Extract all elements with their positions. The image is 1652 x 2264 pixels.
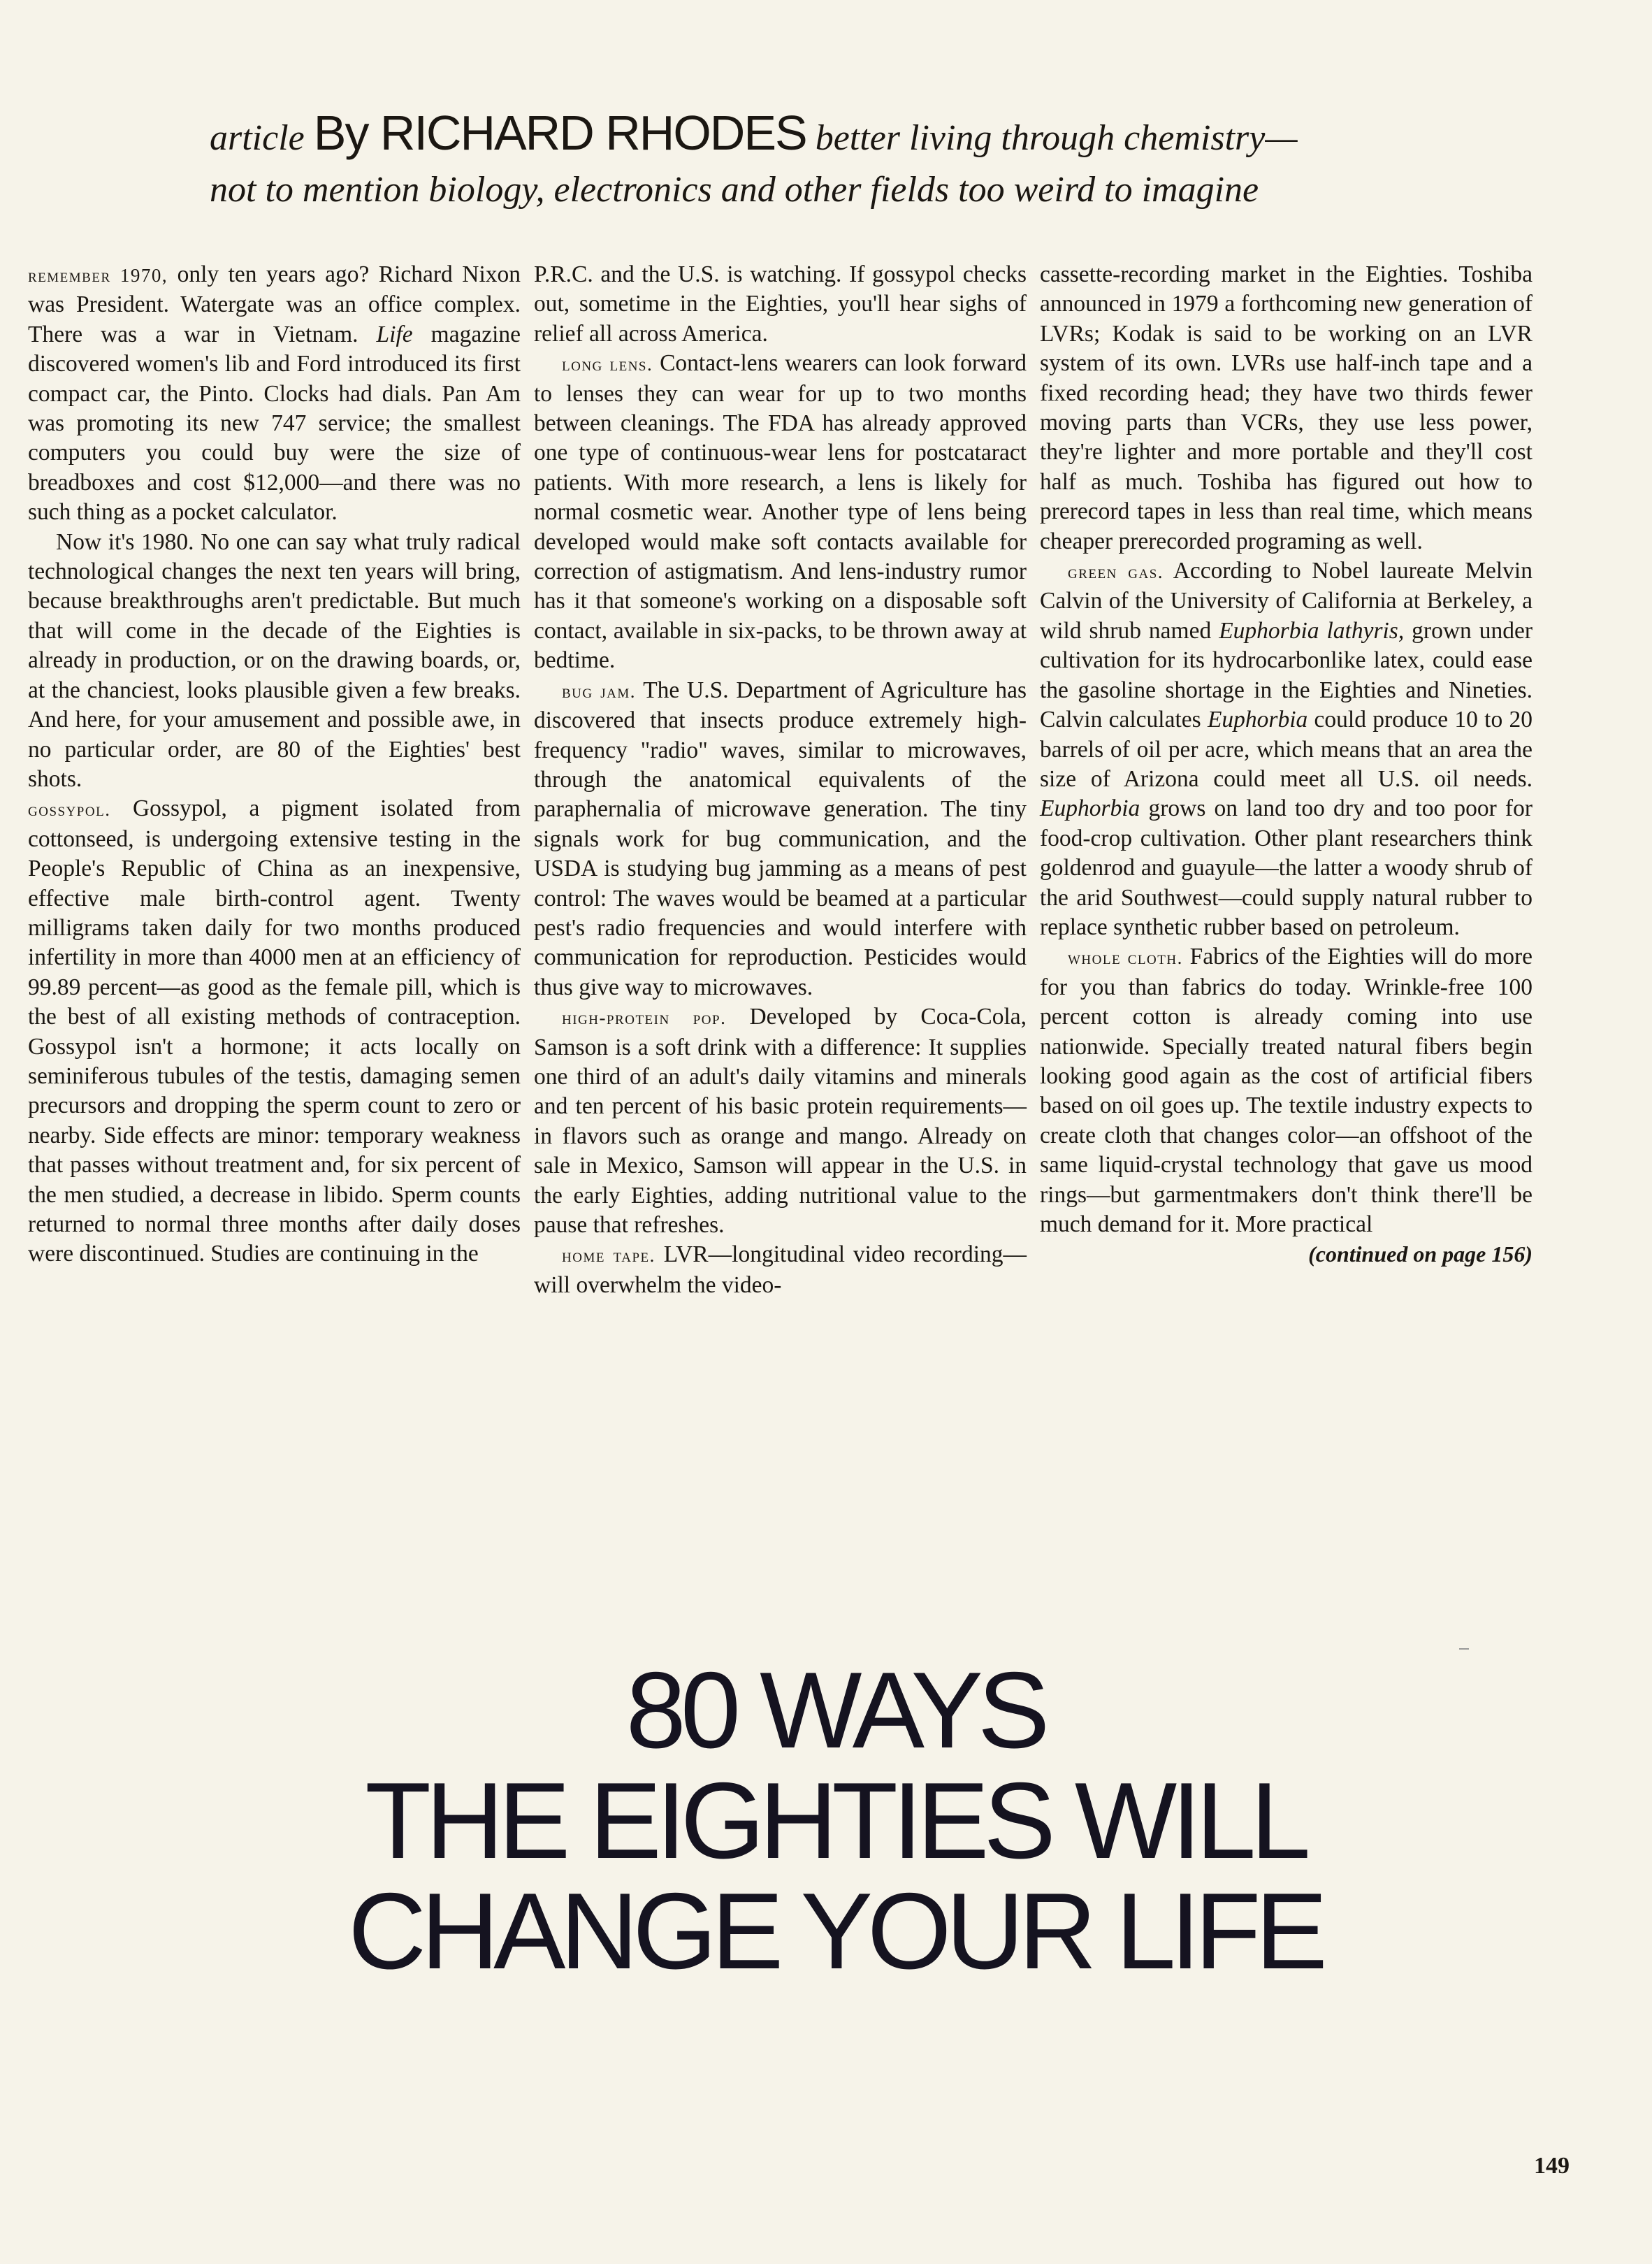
paragraph [1040,556,1533,942]
paragraph: Now it's 1980. No one can say what truly radical technological changes the next ten years will bring, because breakthroughs aren't predictable. But much that will come in the decade of the Eighties is already in production, or on the drawing boards, or, at the chanciest, looks plausible given a few breaks. And here, for your amusement and possible awe, in no particular order, are 80 of the Eighties' best shots. [28,528,521,792]
paragraph [28,260,521,528]
run-in-head: high-protein pop. [562,1007,727,1029]
body-text: Fabrics of the Eighties will do more for you than fabrics do today. Wrinkle-free 100 percent cotton is already coming into use nationwide. Specially treated natural fibers begin looking good again as the cost of artificial fibers based on oil goes up. The textile industry expects to create cloth that changes color—an offshoot of the same liquid-crystal technology that gave us mood rings—but garmentmakers don't think there'll be much demand for it. More practical [1040,944,1533,1237]
paragraph [534,349,1027,675]
byline: By RICHARD RHODES [313,106,806,160]
body-text: The U.S. Department of Agriculture has discovered that insects produce extremely high-frequency "radio" waves, similar to microwaves, through the anatomical equivalents of the paraphernalia of microwave generation. The tiny signals work for bug communication, and the USDA is studying bug jamming as a means of pest control: The waves would be beamed at a particular pest's radio frequencies and would interfere with communication for reproduction. Pesticides would thus give way to microwaves. [534,677,1027,1000]
italic-text: Life [376,321,413,347]
margin-mark [1459,1648,1469,1650]
body-text: Gossypol, a pigment isolated from cottonseed, is undergoing extensive testing in the People's Republic of China as an inexpensive, effective male birth-control agent. Twenty milligrams taken daily for two months produced infertility in more than 4000 men at an efficiency of 99.89 percent—as good as the female pill, which is the best of all existing methods of contraception. Gossypol isn't a hormone; it acts locally on seminiferous tubules of the testis, damaging semen precursors and dropping the sperm count to zero or nearby. Side effects are minor: temporary weakness that passes without treatment and, for six percent of the men studied, a decrease in libido. Sperm counts returned to normal three months after daily doses were discontinued. Studies are continuing in the [28,795,521,1267]
italic-text: Euphorbia lathyris, [1219,617,1405,644]
tagline-line1: better living through chemistry— [815,118,1298,158]
body-text: LVR—longitudinal video recording—will overwhelm the video- [534,1241,1027,1298]
headline [346,1650,1324,1991]
column-3 [1040,260,1533,1269]
column-1 [28,260,521,1269]
run-in-head: gossypol. [28,799,111,821]
run-in-head: remember 1970, [28,265,168,286]
column-2 [534,260,1027,1300]
body-text: Contact-lens wearers can look forward to lenses they can wear for up to two months between cleanings. The FDA has already approved one type of continuous-wear lens for postcataract patients. With more research, a lens is likely for normal cosmetic wear. Another type of lens being developed would make soft contacts available for correction of astigmatism. And lens-industry rumor has it that someone's working on a disposable soft contact, available in six-packs, to be thrown away at bedtime. [534,350,1027,674]
article-header [210,101,1468,214]
body-text: could produce 10 to 20 barrels of oil per acre, which means that an area the size of Arizona could meet all U.S. oil needs. [1040,707,1533,792]
headline-line3: CHANGE YOUR LIFE [348,1870,1322,1991]
article-label: article [210,118,305,158]
body-text: grows on land too dry and too poor for food-crop cultivation. Other plant researchers think goldenrod and guayule—the latter a woody shrub of the arid Southwest—could supply natural rubber to replace synthetic rubber based on petroleum. [1040,795,1533,940]
run-in-head: home tape. [562,1245,655,1267]
paragraph [534,676,1027,1002]
paragraph [534,1240,1027,1300]
paragraph [1040,942,1533,1267]
page-number: 149 [1534,2153,1570,2179]
italic-text: Euphorbia [1040,795,1140,822]
italic-text: Euphorbia [1207,707,1308,733]
body-text: only ten years ago? Richard Nixon was President. Watergate was an office complex. There was a war in Vietnam. [28,261,521,347]
body-text: According to Nobel laureate Melvin Calvin of the University of California at Berkeley, a wild shrub named [1040,558,1533,644]
paragraph: P.R.C. and the U.S. is watching. If gossypol checks out, sometime in the Eighties, you'll hear sighs of relief all across America. [534,261,1027,347]
run-in-head: long lens. [562,354,653,375]
body-text: Developed by Coca-Cola, Samson is a soft drink with a difference: It supplies one third of an adult's daily vitamins and minerals and ten percent of his basic protein requirements—in flavors such as orange and mango. Already on sale in Mexico, Samson will appear in the U.S. in the early Eighties, adding nutritional value to the pause that refreshes. [534,1004,1027,1238]
continued-note: (continued on page 156) [1308,1241,1533,1267]
run-in-head: green gas. [1068,561,1164,583]
tagline-line2: not to mention biology, electronics and other fields too weird to imagine [210,170,1259,210]
headline-line2: THE EIGHTIES WILL [365,1760,1305,1881]
paragraph [28,794,521,1269]
run-in-head: bug jam. [562,680,637,702]
body-text: magazine discovered women's lib and Ford introduced its first compact car, the Pinto. Clocks had dials. Pan Am was promoting its new 747 service; the smallest computers you could buy were the size of breadboxes and cost $12,000—and there was no such thing as a pocket calculator. [28,321,521,526]
body-text: grown under cultivation for its hydrocarbonlike latex, could ease the gasoline shortage in the Eighties and Nineties. Calvin calculates [1040,617,1533,733]
paragraph [534,1002,1027,1240]
headline-line1: 80 WAYS [625,1650,1045,1771]
paragraph: cassette-recording market in the Eighties. Toshiba announced in 1979 a forthcoming new generation of LVRs; Kodak is said to be working on an LVR system of its own. LVRs use half-inch tape and a fixed recording head; they have two thirds fewer moving parts than VCRs, they use less power, they're lighter and more portable and they'll cost half as much. Toshiba has figured out how to prerecord tapes in less than real time, which means cheaper prerecorded programing as well. [1040,261,1533,554]
run-in-head: whole cloth. [1068,947,1183,969]
